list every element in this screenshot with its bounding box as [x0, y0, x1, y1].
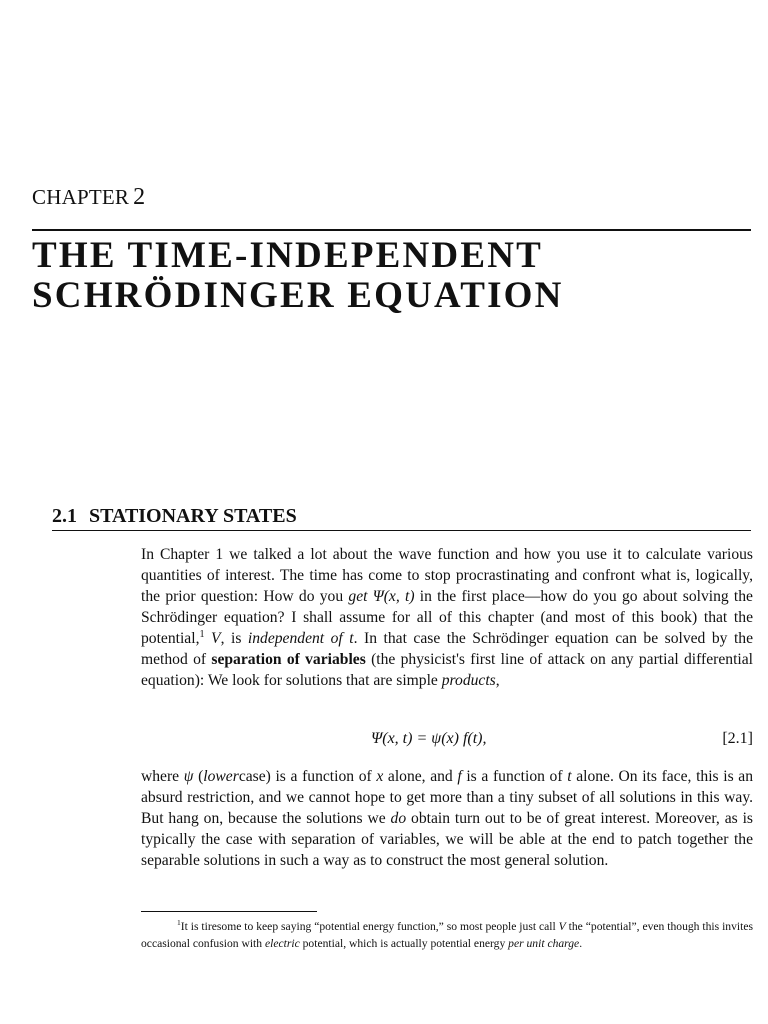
footnote-divider: [141, 911, 317, 912]
chapter-title: [32, 236, 751, 316]
footnote-1: [141, 918, 753, 952]
p1-term-separation: separation of variables: [211, 651, 366, 668]
p1-emphasis-get: get: [348, 588, 368, 605]
section-divider: [52, 530, 751, 531]
paragraph-1: [141, 544, 753, 691]
footnote-text: It is tiresome to keep saying “potential energy function,” so most people just call: [180, 920, 559, 933]
chapter-label: [32, 184, 145, 211]
p1-text: , is: [220, 630, 248, 647]
p2-emphasis-lower: lower: [203, 768, 239, 785]
p2-emphasis-do: do: [390, 810, 407, 827]
equation-number: [2.1]: [722, 730, 753, 747]
footnote-ref: 1: [199, 628, 205, 640]
chapter-divider: [32, 229, 751, 231]
p2-f-symbol: f: [457, 768, 462, 785]
chapter-title-line-2: SCHRÖDINGER EQUATION: [32, 275, 564, 316]
p1-emphasis-independent: independent of t: [247, 630, 354, 647]
p1-wavefunction: Ψ(x, t): [367, 588, 415, 605]
section-number: 2.1: [52, 505, 77, 527]
p1-potential-symbol: V: [204, 630, 221, 647]
section-heading: [52, 505, 297, 528]
footnote-text: potential, which is actually potential energy: [299, 937, 509, 950]
p1-emphasis-products: products: [441, 672, 496, 689]
section-title: STATIONARY STATES: [89, 505, 297, 527]
chapter-number: 2: [133, 184, 146, 210]
equation-body: Ψ(x, t) = ψ(x) f(t),: [371, 730, 487, 747]
p1-text: In Chapter 1 we talked a lot about the wave function and how you use it to calculate various quantities of interest. The time has come to stop procrastinating and confront what is, logically, the prior question: How do you: [141, 546, 753, 605]
p1-text: (the physicist's first line of attack on any partial differential equation): We look for solutions that are simple: [141, 651, 753, 689]
footnote-v-symbol: V: [558, 920, 566, 933]
p2-text: obtain turn out to be of great interest. Moreover, as is typically the case with separation of variables, we will be able at the end to patch together the separable solutions in such a way as to construct the most general solution.: [141, 810, 754, 869]
paragraph-2: [141, 766, 753, 871]
chapter-word: CHAPTER: [32, 185, 130, 209]
footnote-emphasis-electric: electric: [264, 937, 300, 950]
p2-text: alone, and: [383, 768, 458, 785]
footnote-text: .: [579, 937, 583, 950]
p2-x-symbol: x: [376, 768, 384, 785]
footnote-text: the “potential”, even though this invites occasional confusion with: [141, 920, 753, 950]
p2-text: (: [193, 768, 204, 785]
p1-text: . In that case the Schrödinger equation can be solved by the method of: [141, 630, 753, 668]
p1-text: in the first place—how do you go about solving the Schrödinger equation? I shall assume for all of this chapter (and most of this book) that the potential,: [141, 588, 753, 647]
chapter-title-line-1: THE TIME-INDEPENDENT: [32, 235, 544, 276]
equation-2-1: [141, 730, 753, 752]
p2-text: where: [141, 768, 184, 785]
footnote-marker: 1: [177, 918, 181, 928]
p2-text: alone. On its face, this is an absurd restriction, and we cannot hope to get more than a tiny subset of all solutions in this way. But hang on, because the solutions we: [141, 768, 753, 827]
footnote-emphasis-per-unit-charge: per unit charge: [508, 937, 580, 950]
p1-text: ,: [495, 672, 500, 689]
p2-text: is a function of: [461, 768, 568, 785]
p2-psi-symbol: ψ: [183, 768, 194, 785]
p2-text: case) is a function of: [238, 768, 377, 785]
p2-t-symbol: t: [567, 768, 572, 785]
